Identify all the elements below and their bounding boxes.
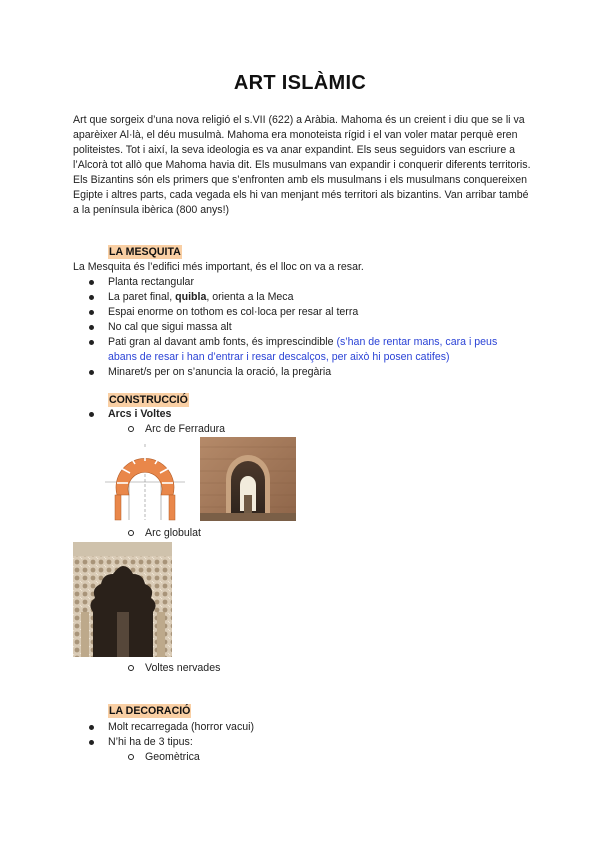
circle-bullet-icon	[128, 426, 134, 432]
list-item: N’hi ha de 3 tipus:	[92, 735, 532, 750]
bullet-icon	[89, 340, 94, 345]
mesquita-lead: La Mesquita és l’edifici més important, és el lloc on va a resar.	[73, 261, 364, 273]
page-title: ART ISLÀMIC	[233, 72, 367, 94]
sub-list-item: Geomètrica	[131, 750, 200, 765]
bullet-icon	[89, 310, 94, 315]
bullet-icon	[89, 295, 94, 300]
sub-list-item: Arc de Ferradura	[131, 422, 225, 437]
bullet-icon	[89, 280, 94, 285]
list-item: No cal que sigui massa alt	[92, 320, 532, 335]
list-item: Espai enorme on tothom es col·loca per resar al terra	[92, 305, 532, 320]
circle-bullet-icon	[128, 530, 134, 536]
horseshoe-arch-diagram	[97, 440, 193, 522]
circle-bullet-icon	[128, 754, 134, 760]
heading-construccio: CONSTRUCCIÓ	[109, 394, 188, 406]
horseshoe-arch-photo	[200, 437, 296, 521]
bullet-icon	[89, 412, 94, 417]
lobed-arch-photo	[73, 542, 172, 657]
list-item: Minaret/s per on s’anuncia la oració, la pregària	[92, 365, 532, 380]
sub-list-item: Voltes nervades	[131, 661, 220, 676]
bullet-icon	[89, 370, 94, 375]
note-blue-2: abans de resar i han d’entrar i resar descalços, per això hi posen catifes)	[108, 351, 450, 363]
list-item: Arcs i Voltes	[92, 407, 532, 422]
bullet-icon	[89, 740, 94, 745]
sub-list-item: Arc globulat	[131, 526, 201, 541]
circle-bullet-icon	[128, 665, 134, 671]
intro-paragraph-2: Els Bizantins són els primers que s’enfronten amb els musulmans i els musulmans conquereixen Egipte i altres parts, cada vegada els hi van menjant més territori als bizantins. Van arribar també a la península ibèrica (800 anys!)	[73, 174, 529, 216]
intro-text	[73, 113, 533, 218]
list-item: Molt recarregada (horror vacui)	[92, 720, 532, 735]
bullet-icon	[89, 725, 94, 730]
note-blue-1: (s’han de rentar mans, cara i peus	[336, 336, 498, 348]
bullet-icon	[89, 325, 94, 330]
intro-paragraph-1: Art que sorgeix d’una nova religió el s.VII (622) a Aràbia. Mahoma és un creient i diu que se li va aparèixer Al·là, el déu musulmà. Mahoma era monoteista rígid i el van voler matar perquè eren politeistes. Tot i així, la seva ideologia es va anar expandint. Els seus seguidors van escriure a l’Alcorà tot allò que Mahoma havia dit. Els musulmans van expandir i conquerir diferents territoris.	[73, 114, 531, 171]
list-item: Planta rectangular	[92, 275, 532, 290]
heading-decoracio: LA DECORACIÓ	[109, 705, 191, 717]
heading-mesquita: LA MESQUITA	[109, 246, 181, 258]
list-item: La paret final, quibla, orienta a la Meca	[92, 290, 532, 305]
list-item: Pati gran al davant amb fonts, és imprescindible (s’han de rentar mans, cara i peus abans de resar i han d’entrar i resar descalços, per això hi posen catifes)	[92, 335, 532, 365]
quibla-term: quibla	[175, 291, 207, 303]
